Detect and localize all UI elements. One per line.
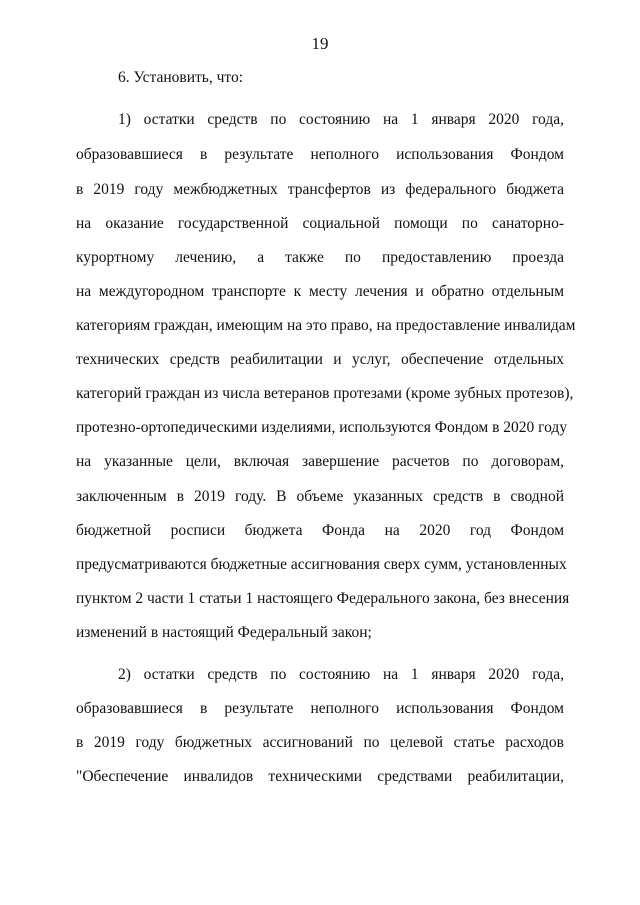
paragraph-line: технических средств реабилитации и услуг, обеспечение отдельных [76,351,564,368]
page-number: 19 [311,34,329,53]
paragraph-line: образовавшиеся в результате неполного использования Фондом [76,700,564,717]
paragraph-line: на оказание государственной социальной помощи по санаторно- [76,215,564,232]
paragraph-line: "Обеспечение инвалидов техническими средствами реабилитации, [76,768,564,785]
paragraph-line: пунктом 2 части 1 статьи 1 настоящего Федерального закона, без внесения [76,590,570,607]
paragraph-line: изменений в настоящий Федеральный закон; [76,624,372,641]
paragraph-line: 1) остатки средств по состоянию на 1 января 2020 года, [118,111,564,128]
paragraph-line: в 2019 году межбюджетных трансфертов из федерального бюджета [76,181,564,198]
paragraph-line: бюджетной росписи бюджета Фонда на 2020 год Фондом [76,522,564,539]
paragraph-line: категорий граждан из числа ветеранов протезами (кроме зубных протезов), [76,385,574,402]
paragraph-line: на междугородном транспорте к месту лечения и обратно отдельным [76,283,564,300]
paragraph-line: заключенным в 2019 году. В объеме указанных средств в сводной [76,488,564,505]
paragraph-line: на указанные цели, включая завершение расчетов по договорам, [76,453,564,470]
paragraph-line: в 2019 году бюджетных ассигнований по целевой статье расходов [76,734,564,751]
paragraph-line: 2) остатки средств по состоянию на 1 января 2020 года, [118,666,564,683]
paragraph-line: образовавшиеся в результате неполного использования Фондом [76,146,564,163]
clause-heading: 6. Установить, что: [118,69,244,86]
paragraph-line: курортному лечению, а также по предоставлению проезда [76,249,564,266]
paragraph-line: категориям граждан, имеющим на это право, на предоставление инвалидам [76,317,576,334]
paragraph-line: предусматриваются бюджетные ассигнования сверх сумм, установленных [76,556,567,573]
paragraph-line: протезно-ортопедическими изделиями, используются Фондом в 2020 году [76,419,568,436]
